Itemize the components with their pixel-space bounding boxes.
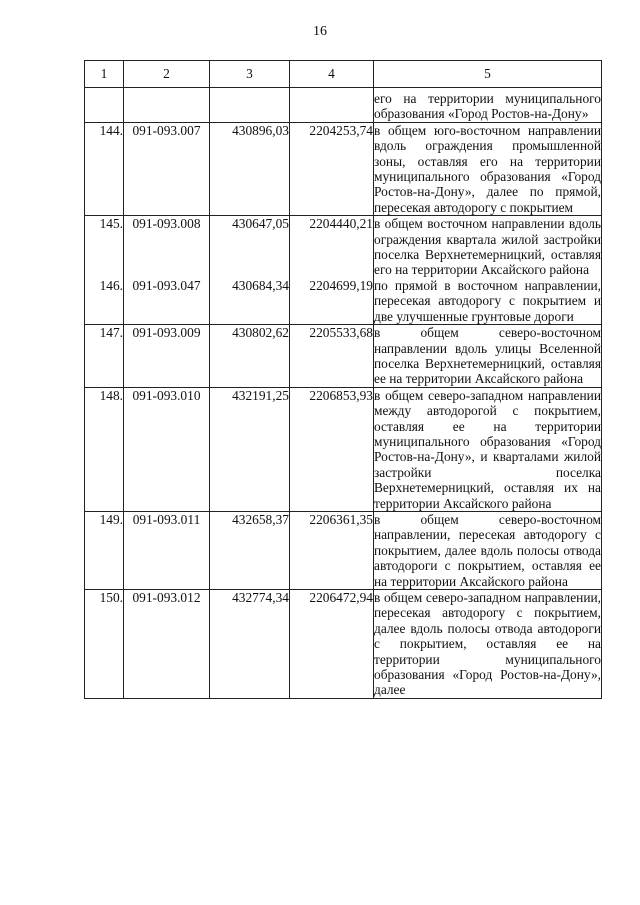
row-number: 147. [85,325,124,388]
coordinate-x: 430896,03 [210,122,290,215]
coordinate-x: 432658,37 [210,511,290,589]
boundary-description: в общем восточном направлении вдоль ограждения квартала жилой застройки поселка Верхнетемерницкий, оставляя его на территории Аксайского района [374,216,601,278]
point-code: 091-093.012 [124,590,210,699]
table-row-146 [85,278,602,325]
boundary-description: по прямой в восточном направлении, пересекая автодорогу с покрытием и две улучшенные грунтовые дороги [374,277,601,324]
coordinate-x: 430684,34 [210,278,290,325]
boundary-description: в общем юго-восточном направлении вдоль ограждения промышленной зоны, оставляя его на территории муниципального образования «Город Ростов-на-Дону», далее по прямой, пересекая автодорогу с покрытием [374,122,601,215]
table-row-150 [85,590,602,699]
column-header-2: 2 [124,61,210,88]
coordinate-y: 2206853,93 [290,387,374,511]
table-row-continuation [85,88,602,123]
column-header-1: 1 [85,61,124,88]
table-row-145 [85,216,602,278]
boundary-description: в общем северо-западном направлении между автодорогой с покрытием, оставляя ее на территории муниципального образования «Город Ростов-на-Дону», и кварталами жилой застройки поселка Верхнетемерницкий, оставляя их на территории Аксайского района [374,387,601,511]
coordinate-x: 432191,25 [210,387,290,511]
row-number: 144. [85,122,124,215]
point-code: 091-093.010 [124,387,210,511]
row-number: 146. [85,278,124,325]
row-number: 149. [85,511,124,589]
boundary-description: в общем северо-западном направлении, пересекая автодорогу с покрытием, далее вдоль полосы отвода автодороги с покрытием, оставляя ее на территории муниципального образования «Город Ростов-на-Дону», далее [374,590,601,698]
coordinate-y: 2206361,35 [290,511,374,589]
table-header-row [85,61,602,88]
boundary-description: в общем северо-восточном направлении вдоль улицы Вселенной поселка Верхнетемерницкий, оставляя ее на территории Аксайского района [374,325,601,387]
point-code: 091-093.008 [124,216,210,278]
boundary-points-table [84,60,602,699]
point-code: 091-093.011 [124,511,210,589]
coordinate-x: 430647,05 [210,216,290,278]
column-header-4: 4 [290,61,374,88]
column-header-3: 3 [210,61,290,88]
continuation-text: его на территории муниципального образования «Город Ростов-на-Дону» [374,88,602,123]
table-row-149 [85,511,602,589]
coordinate-x: 432774,34 [210,590,290,699]
point-code: 091-093.007 [124,122,210,215]
coordinate-y: 2204440,21 [290,216,374,278]
coordinate-x: 430802,62 [210,325,290,388]
boundary-description: в общем северо-восточном направлении, пересекая автодорогу с покрытием, далее вдоль полосы отвода автодороги с покрытием, оставляя ее на территории Аксайского района [374,511,601,589]
point-code: 091-093.047 [124,278,210,325]
row-number: 148. [85,387,124,511]
column-header-5: 5 [374,61,602,88]
coordinate-y: 2204253,74 [290,122,374,215]
table-row-144 [85,122,602,215]
coordinate-y: 2205533,68 [290,325,374,388]
row-number: 145. [85,216,124,278]
coordinate-y: 2204699,19 [290,278,374,325]
table-row-147 [85,325,602,388]
page-number: 16 [313,24,327,39]
point-code: 091-093.009 [124,325,210,388]
row-number: 150. [85,590,124,699]
table-row-148 [85,387,602,511]
coordinate-y: 2206472,94 [290,590,374,699]
